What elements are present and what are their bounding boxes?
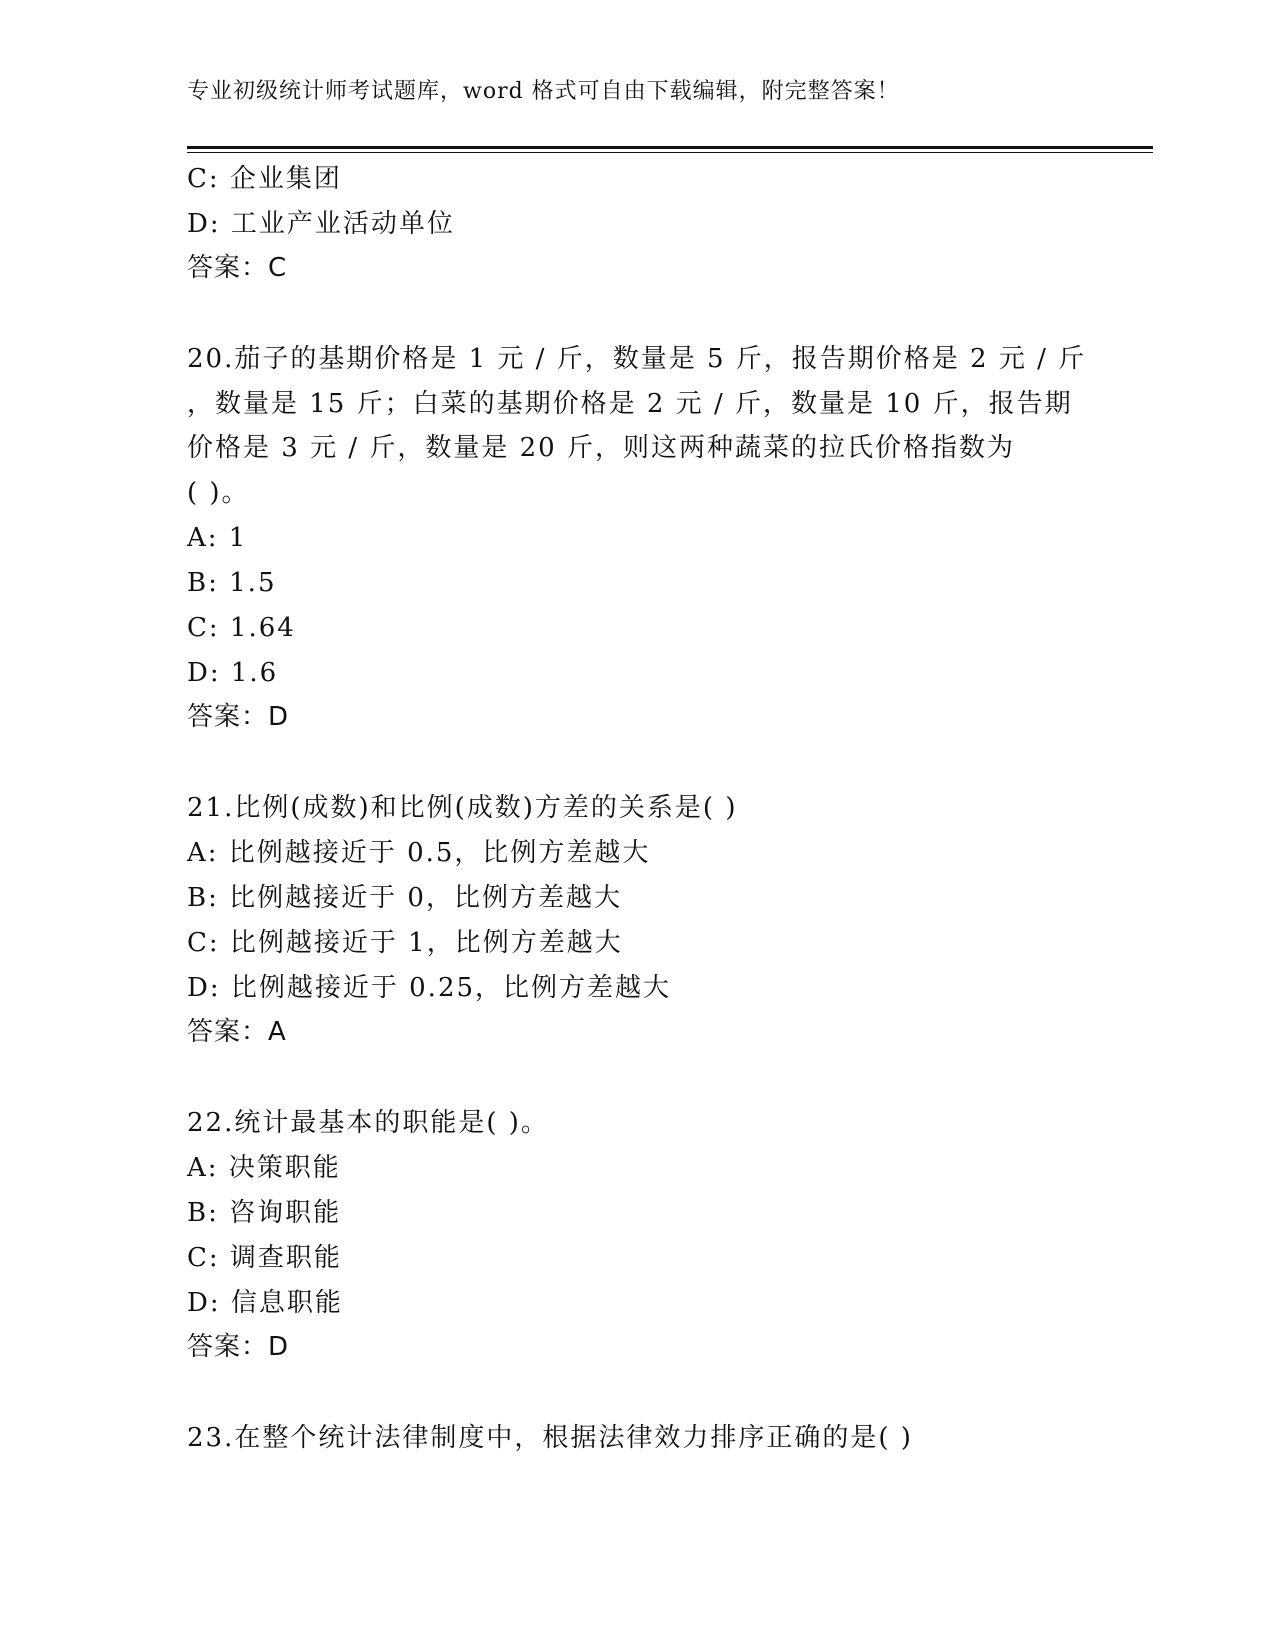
page-header: 专业初级统计师考试题库，word 格式可自由下载编辑，附完整答案！ [187, 79, 900, 104]
q21-option-c: C: 比例越接近于 1，比例方差越大 [187, 928, 623, 958]
q22-option-b: B: 咨询职能 [187, 1198, 342, 1228]
q22-stem: 22.统计最基本的职能是( )。 [187, 1108, 549, 1138]
q20-option-d: D: 1.6 [187, 658, 279, 688]
q20-option-b: B: 1.5 [187, 568, 277, 598]
q22-option-a: A: 决策职能 [187, 1153, 341, 1183]
q19-answer: 答案：C [187, 253, 288, 283]
q21-stem: 21.比例(成数)和比例(成数)方差的关系是( ) [187, 793, 738, 823]
header-rule-thick [187, 146, 1153, 149]
q21-answer: 答案：A [187, 1017, 287, 1047]
q22-option-c: C: 调查职能 [187, 1243, 342, 1273]
q20-stem-line-2: ，数量是 15 斤；白菜的基期价格是 2 元 / 斤，数量是 10 斤，报告期 [187, 389, 1073, 419]
q21-option-b: B: 比例越接近于 0，比例方差越大 [187, 883, 622, 913]
q19-option-c: C: 企业集团 [187, 164, 342, 194]
q20-option-a: A: 1 [187, 523, 248, 553]
q20-stem-line-3: 价格是 3 元 / 斤，数量是 20 斤，则这两种蔬菜的拉氏价格指数为 [187, 433, 1015, 463]
q20-stem-line-4: ( )。 [187, 478, 250, 508]
header-rule-thin [187, 152, 1153, 153]
q22-answer: 答案：D [187, 1332, 290, 1362]
q22-option-d: D: 信息职能 [187, 1288, 343, 1318]
q20-option-c: C: 1.64 [187, 613, 296, 643]
q19-option-d: D: 工业产业活动单位 [187, 209, 455, 239]
q23-stem: 23.在整个统计法律制度中，根据法律效力排序正确的是( ) [187, 1423, 913, 1453]
q21-option-a: A: 比例越接近于 0.5，比例方差越大 [187, 838, 651, 868]
q20-answer: 答案：D [187, 702, 290, 732]
q20-stem-line-1: 20.茄子的基期价格是 1 元 / 斤，数量是 5 斤，报告期价格是 2 元 / 斤 [187, 344, 1087, 374]
q21-option-d: D: 比例越接近于 0.25，比例方差越大 [187, 973, 672, 1003]
